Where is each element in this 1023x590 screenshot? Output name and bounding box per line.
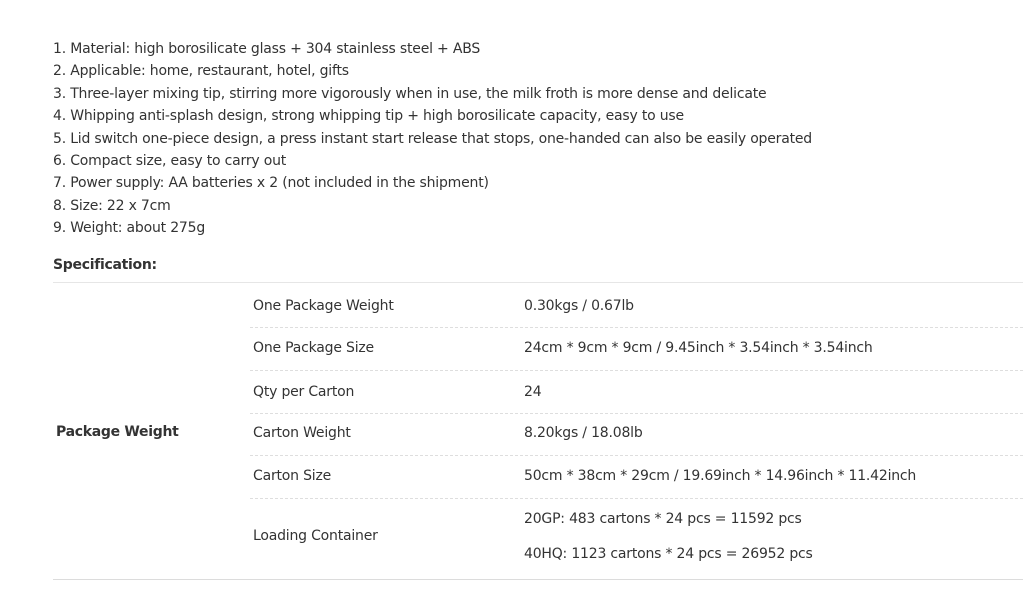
feature-list (53, 38, 812, 240)
spec-key: One Package Size (253, 340, 374, 356)
feature-item: 6. Compact size, easy to carry out (53, 152, 287, 169)
spec-row-qty-per-carton (250, 370, 1023, 414)
feature-item: 5. Lid switch one-piece design, a press instant start release that stops, one-handed can also be easily operated (53, 130, 812, 147)
spec-value: 50cm * 38cm * 29cm / 19.69inch * 14.96inch * 11.42inch (524, 468, 917, 484)
spec-row-loading-container (250, 498, 1023, 578)
spec-key: Qty per Carton (253, 384, 355, 400)
feature-item: 8. Size: 22 x 7cm (53, 197, 171, 214)
spec-table-bottom-divider (53, 579, 1023, 580)
feature-item: 2. Applicable: home, restaurant, hotel, gifts (53, 63, 349, 80)
feature-item: 9. Weight: about 275g (53, 220, 206, 237)
spec-row-carton-size (250, 455, 1023, 499)
spec-row-one-package-weight (250, 283, 1023, 328)
spec-value: 0.30kgs / 0.67lb (524, 298, 634, 314)
spec-value-40hq: 40HQ: 1123 cartons * 24 pcs = 26952 pcs (524, 546, 813, 562)
spec-value: 24 (524, 384, 542, 400)
spec-key: Carton Size (253, 468, 332, 484)
spec-key: Loading Container (253, 528, 378, 544)
feature-item: 7. Power supply: AA batteries x 2 (not included in the shipment) (53, 175, 489, 192)
spec-value: 8.20kgs / 18.08lb (524, 425, 643, 441)
spec-value-20gp: 20GP: 483 cartons * 24 pcs = 11592 pcs (524, 511, 802, 527)
feature-item: 1. Material: high borosilicate glass + 304 stainless steel + ABS (53, 41, 481, 57)
spec-value: 24cm * 9cm * 9cm / 9.45inch * 3.54inch * 3.54inch (524, 340, 873, 356)
spec-row-one-package-size (250, 327, 1023, 371)
feature-item: 3. Three-layer mixing tip, stirring more vigorously when in use, the milk froth is more dense and delicate (53, 85, 767, 102)
spec-key: One Package Weight (253, 298, 394, 314)
spec-row-carton-weight (250, 413, 1023, 456)
spec-key: Carton Weight (253, 425, 351, 441)
spec-group-label: Package Weight (56, 424, 179, 440)
feature-item: 4. Whipping anti-splash design, strong whipping tip + high borosilicate capacity, easy to use (53, 108, 684, 125)
specification-heading: Specification: (53, 257, 157, 273)
